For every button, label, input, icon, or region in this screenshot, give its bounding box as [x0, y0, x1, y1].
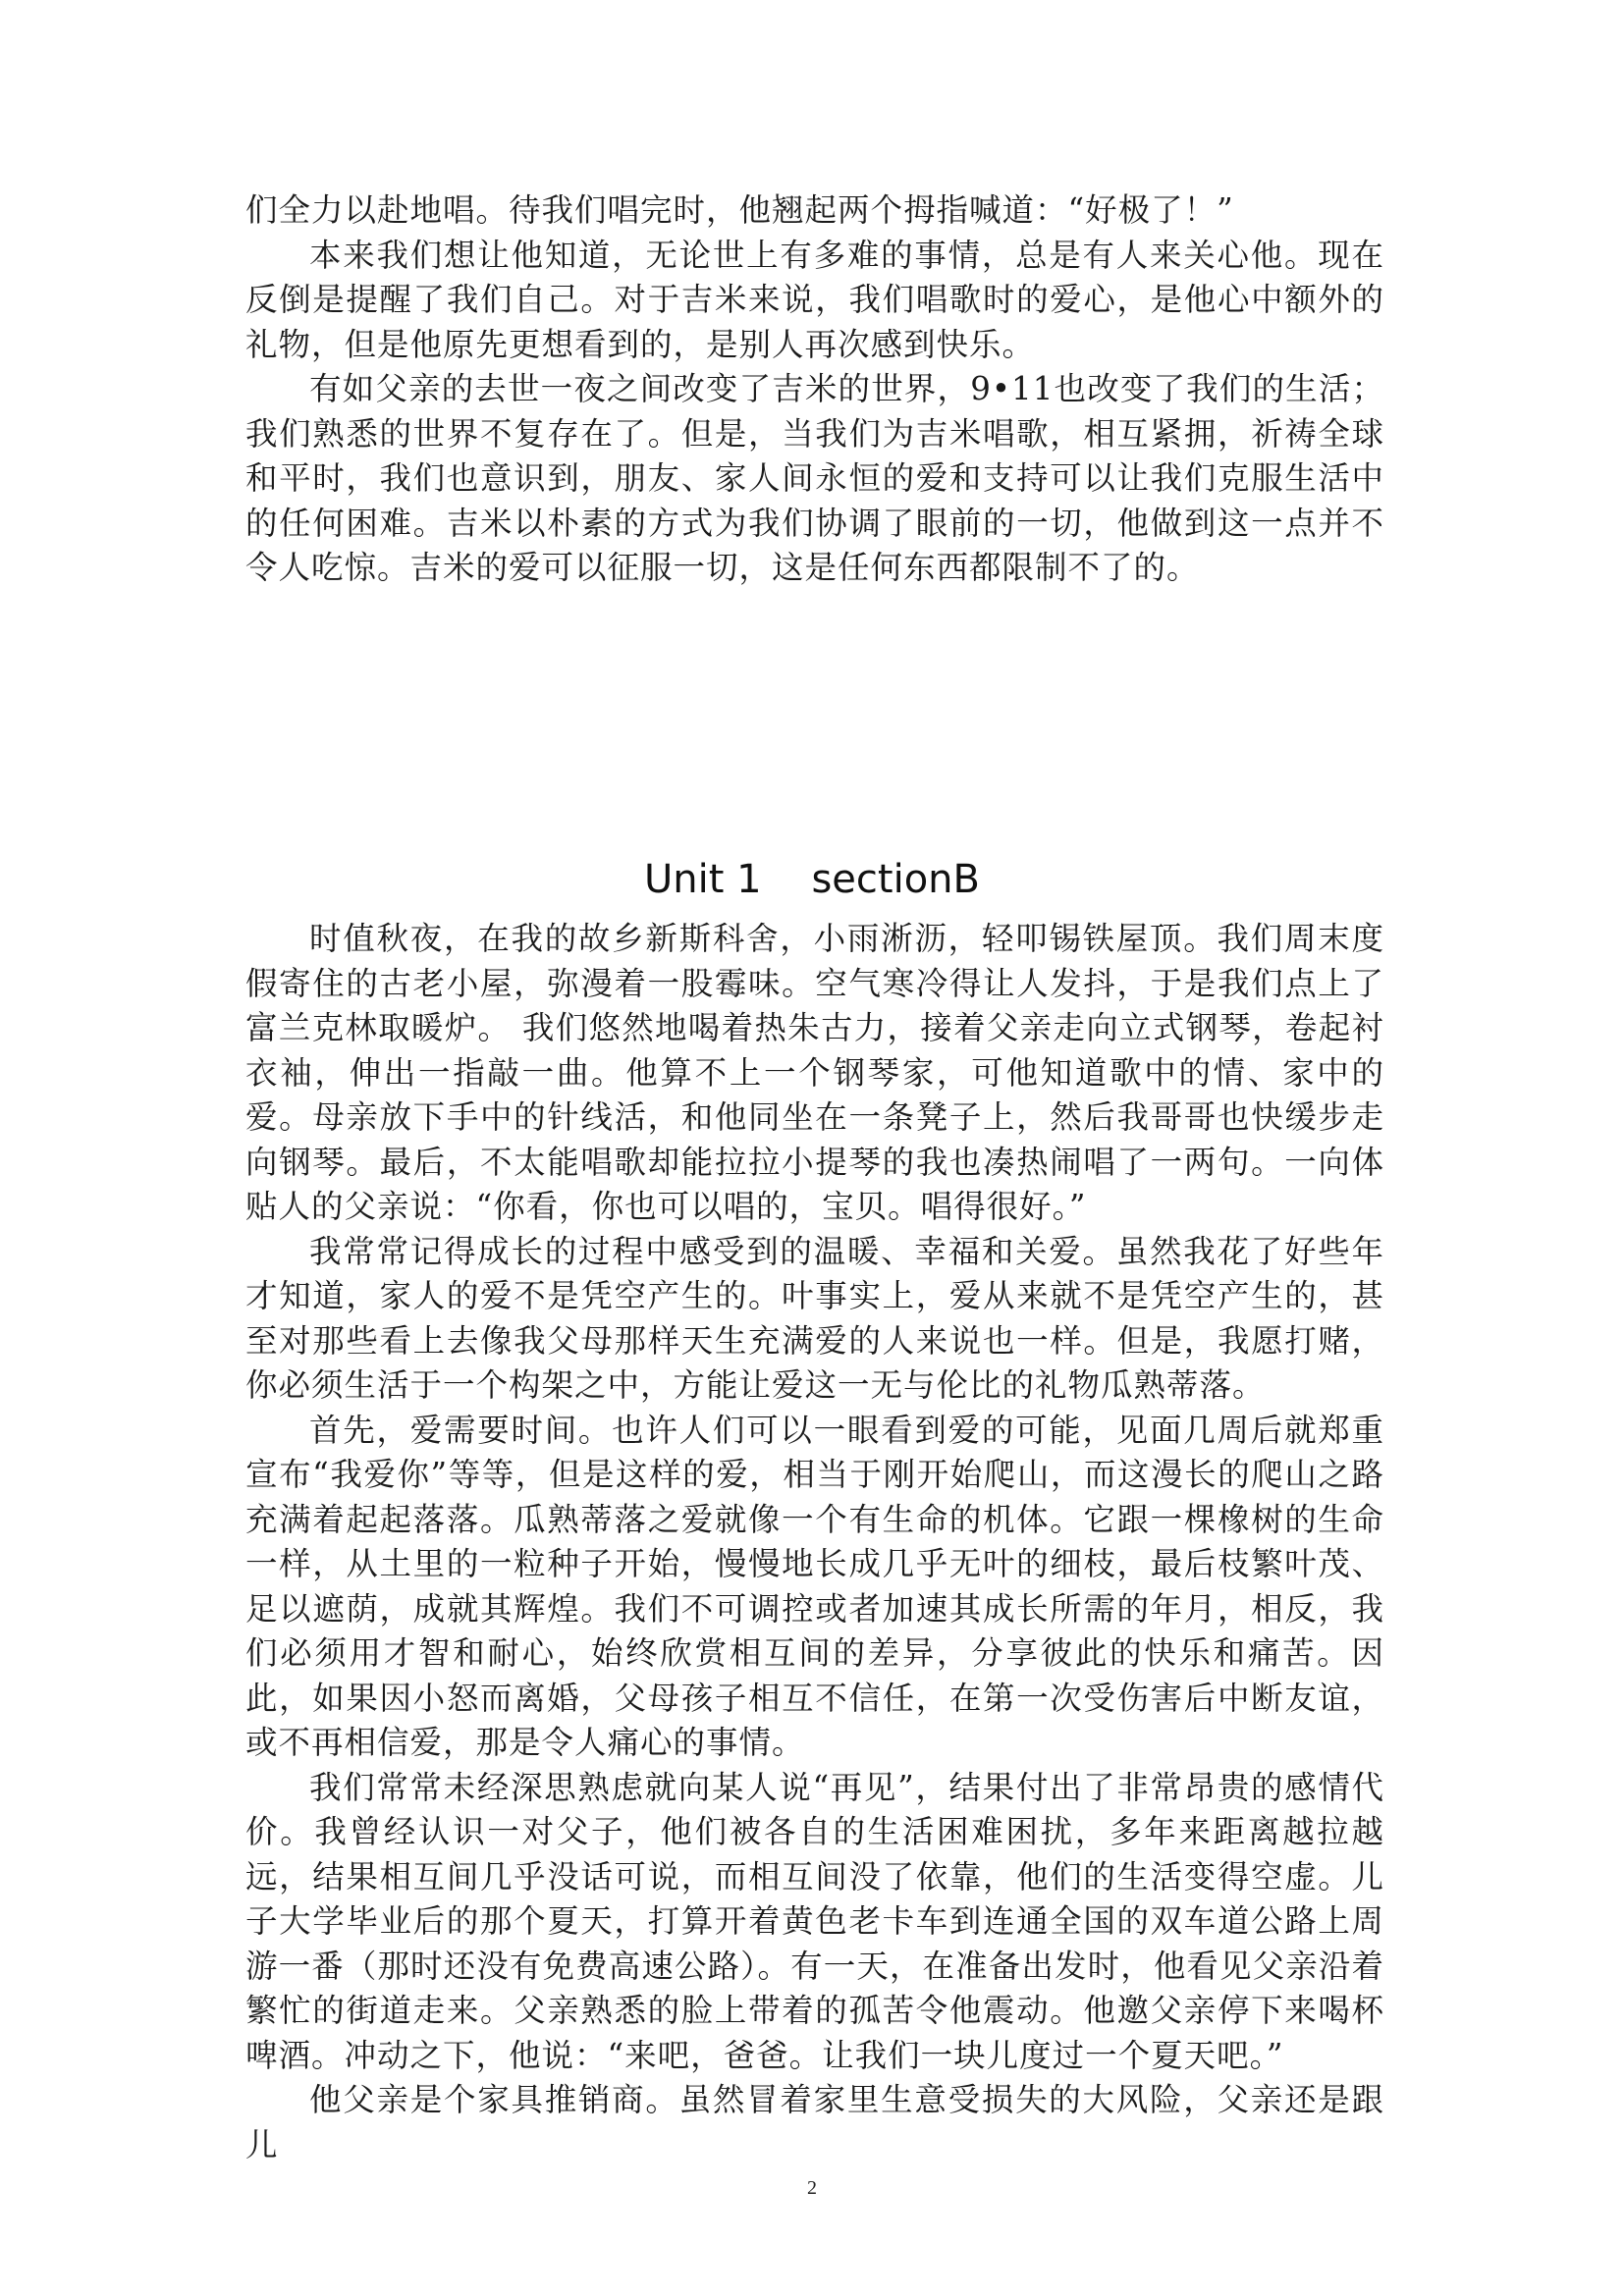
page-number: 2: [807, 2177, 817, 2199]
paragraph: 我们常常未经深思熟虑就向某人说“再见”，结果付出了非常昂贵的感情代价。我曾经认识一对父子，他们被各自的生活困难困扰，多年来距离越拉越远，结果相互间几乎没话可说，而相互间没了依靠，他们的生活变得空虚。儿子大学毕业后的那个夏天，打算开着黄色老卡车到连通全国的双车道公路上周游一番（那时还没有免费高速公路）。有一天，在准备出发时，他看见父亲沿着繁忙的街道走来。父亲熟悉的脸上带着的孤苦令他震动。他邀父亲停下来喝杯啤酒。冲动之下，他说：“来吧，爸爸。让我们一块儿度过一个夏天吧。”: [245, 1768, 1384, 2074]
paragraph: 有如父亲的去世一夜之间改变了吉米的世界，9•11也改变了我们的生活；我们熟悉的世界不复存在了。但是，当我们为吉米唱歌，相互紧拥，祈祷全球和平时，我们也意识到，朋友、家人间永恒的爱和支持可以让我们克服生活中的任何困难。吉米以朴素的方式为我们协调了眼前的一切，他做到这一点并不令人吃惊。吉米的爱可以征服一切，这是任何东西都限制不了的。: [245, 370, 1384, 586]
paragraph: 首先，爱需要时间。也许人们可以一眼看到爱的可能，见面几周后就郑重宣布“我爱你”等等，但是这样的爱，相当于刚开始爬山，而这漫长的爬山之路充满着起起落落。瓜熟蒂落之爱就像一个有生命的机体。它跟一棵橡树的生命一样，从土里的一粒种子开始，慢慢地长成几乎无叶的细枝，最后枝繁叶茂、足以遮荫，成就其辉煌。我们不可调控或者加速其成长所需的年月，相反，我们必须用才智和耐心，始终欣赏相互间的差异，分享彼此的快乐和痛苦。因此，如果因小怒而离婚，父母孩子相互不信任，在第一次受伤害后中断友谊，或不再相信爱，那是令人痛心的事情。: [245, 1411, 1384, 1761]
paragraph: 我常常记得成长的过程中感受到的温暖、幸福和关爱。虽然我花了好些年才知道，家人的爱不是凭空产生的。叶事实上，爱从来就不是凭空产生的，甚至对那些看上去像我父母那样天生充满爱的人来说也一样。但是，我愿打赌，你必须生活于一个构架之中，方能让爱这一无与伦比的礼物瓜熟蒂落。: [245, 1232, 1384, 1404]
paragraph: 时值秋夜，在我的故乡新斯科舍，小雨淅沥，轻叩锡铁屋顶。我们周末度假寄住的古老小屋，弥漫着一股霉味。空气寒冷得让人发抖，于是我们点上了富兰克林取暖炉。 我们悠然地喝着热朱古力，接着父亲走向立式钢琴，卷起衬衣袖，伸出一指敲一曲。他算不上一个钢琴家，可他知道歌中的情、家中的爱。母亲放下手中的针线活，和他同坐在一条凳子上，然后我哥哥也快缓步走向钢琴。最后，不太能唱歌却能拉拉小提琴的我也凑热闹唱了一两句。一向体贴人的父亲说：“你看，你也可以唱的，宝贝。唱得很好。”: [245, 920, 1384, 1225]
paragraph: 们全力以赴地唱。待我们唱完时，他翘起两个拇指喊道：“好极了！”: [245, 191, 1234, 229]
section-body: [245, 917, 1384, 2167]
section-heading: Unit 1 sectionB: [644, 857, 980, 902]
continued-text-block: [245, 188, 1384, 591]
paragraph: 本来我们想让他知道，无论世上有多难的事情，总是有人来关心他。现在反倒是提醒了我们自己。对于吉米来说，我们唱歌时的爱心，是他心中额外的礼物，但是他原先更想看到的，是别人再次感到快乐。: [245, 236, 1384, 363]
paragraph: 他父亲是个家具推销商。虽然冒着家里生意受损失的大风险，父亲还是跟儿: [245, 2081, 1384, 2163]
